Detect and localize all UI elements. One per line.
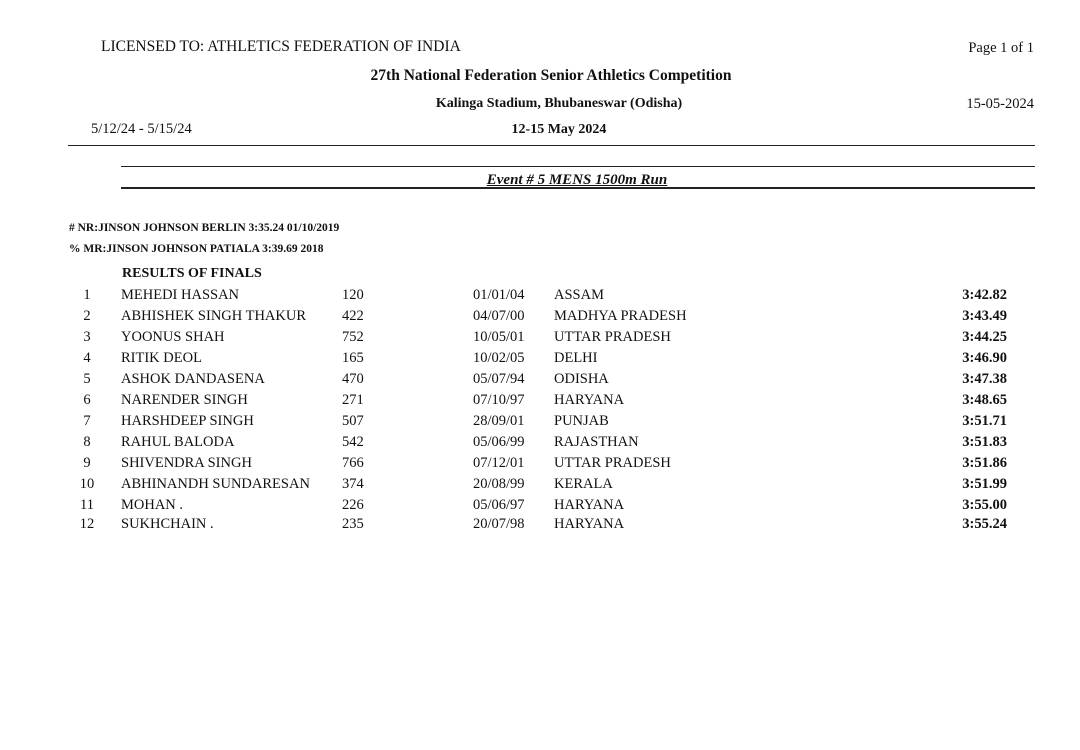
date-of-birth: 05/07/94 [473,371,525,387]
place: 8 [83,434,91,450]
event-top-divider [121,166,1035,167]
result-row [0,350,1080,371]
athlete-name: SHIVENDRA SINGH [121,455,252,471]
date-of-birth: 05/06/97 [473,497,525,513]
team: PUNJAB [554,413,609,429]
team: HARYANA [554,516,625,532]
athlete-name: HARSHDEEP SINGH [121,413,254,429]
bib-number: 470 [342,371,364,387]
finish-time: 3:55.00 [962,497,1007,513]
result-row [0,497,1080,518]
place: 12 [79,516,95,532]
place: 7 [83,413,91,429]
date-of-birth: 07/10/97 [473,392,525,408]
team: HARYANA [554,392,625,408]
results-heading: RESULTS OF FINALS [122,266,262,281]
result-row [0,308,1080,329]
bib-number: 271 [342,392,364,408]
athlete-name: ABHINANDH SUNDARESAN [121,476,310,492]
team: ODISHA [554,371,609,387]
team: DELHI [554,350,598,366]
date-of-birth: 07/12/01 [473,455,525,471]
athlete-name: SUKHCHAIN . [121,516,214,532]
bib-number: 422 [342,308,364,324]
header-divider [68,145,1035,146]
print-date: 15-05-2024 [966,96,1034,112]
bib-number: 374 [342,476,364,492]
result-row [0,329,1080,350]
date-of-birth: 04/07/00 [473,308,525,324]
athlete-name: YOONUS SHAH [121,329,225,345]
result-row [0,516,1080,537]
finish-time: 3:55.24 [962,516,1007,532]
place: 4 [83,350,91,366]
bib-number: 752 [342,329,364,345]
athlete-name: MEHEDI HASSAN [121,287,240,303]
result-row [0,371,1080,392]
event-dates: 12-15 May 2024 [511,122,607,137]
date-range: 5/12/24 - 5/15/24 [91,121,192,137]
date-of-birth: 01/01/04 [473,287,525,303]
bib-number: 226 [342,497,364,513]
place: 6 [83,392,91,408]
event-title: Event # 5 MENS 1500m Run [486,172,668,188]
date-of-birth: 10/05/01 [473,329,525,345]
event-bottom-divider [121,187,1035,189]
finish-time: 3:48.65 [962,392,1007,408]
athlete-name: RITIK DEOL [121,350,202,366]
date-of-birth: 20/07/98 [473,516,525,532]
result-row [0,413,1080,434]
team: RAJASTHAN [554,434,639,450]
finish-time: 3:42.82 [962,287,1007,303]
date-of-birth: 10/02/05 [473,350,525,366]
page-number: Page 1 of 1 [968,40,1034,56]
bib-number: 507 [342,413,364,429]
license-text: LICENSED TO: ATHLETICS FEDERATION OF INDIA [101,38,461,55]
result-row [0,287,1080,308]
finish-time: 3:51.99 [962,476,1007,492]
athlete-name: MOHAN . [121,497,184,513]
bib-number: 165 [342,350,364,366]
bib-number: 542 [342,434,364,450]
bib-number: 120 [342,287,364,303]
place: 11 [80,497,94,513]
result-row [0,455,1080,476]
place: 2 [83,308,91,324]
place: 5 [83,371,91,387]
competition-title: 27th National Federation Senior Athletics Competition [370,67,732,84]
team: KERALA [554,476,613,492]
date-of-birth: 05/06/99 [473,434,525,450]
finish-time: 3:46.90 [962,350,1007,366]
finish-time: 3:51.83 [962,434,1007,450]
venue: Kalinga Stadium, Bhubaneswar (Odisha) [435,96,683,111]
bib-number: 235 [342,516,364,532]
finish-time: 3:47.38 [962,371,1007,387]
national-record: # NR:JINSON JOHNSON BERLIN 3:35.24 01/10/2019 [69,222,340,234]
date-of-birth: 28/09/01 [473,413,525,429]
place: 9 [83,455,91,471]
team: ASSAM [554,287,604,303]
athlete-name: RAHUL BALODA [121,434,235,450]
meet-record: % MR:JINSON JOHNSON PATIALA 3:39.69 2018 [69,243,324,255]
team: HARYANA [554,497,625,513]
team: UTTAR PRADESH [554,455,671,471]
finish-time: 3:43.49 [962,308,1007,324]
result-row [0,392,1080,413]
team: UTTAR PRADESH [554,329,671,345]
finish-time: 3:44.25 [962,329,1007,345]
finish-time: 3:51.71 [962,413,1007,429]
result-row [0,434,1080,455]
athlete-name: ABHISHEK SINGH THAKUR [121,308,307,324]
date-of-birth: 20/08/99 [473,476,525,492]
place: 1 [83,287,91,303]
bib-number: 766 [342,455,364,471]
athlete-name: ASHOK DANDASENA [121,371,265,387]
finish-time: 3:51.86 [962,455,1007,471]
team: MADHYA PRADESH [554,308,687,324]
place: 10 [79,476,95,492]
place: 3 [83,329,91,345]
athlete-name: NARENDER SINGH [121,392,248,408]
result-row [0,476,1080,497]
